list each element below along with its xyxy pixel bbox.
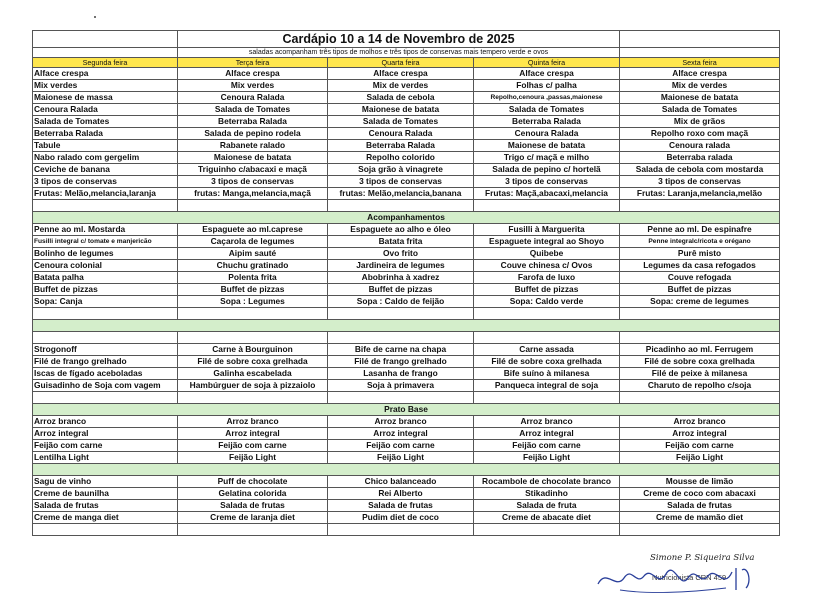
salad-item-cell: Maionese de massa: [33, 92, 178, 104]
menu-title: Cardápio 10 a 14 de Novembro de 2025: [178, 31, 620, 48]
base-dish-item-row: [33, 440, 780, 452]
salad-item-cell: frutas: Melão,melancia,banana: [328, 188, 474, 200]
base-dish-item-cell: Lentilha Light: [33, 452, 178, 464]
salad-item-cell: 3 tipos de conservas: [328, 176, 474, 188]
dessert-item-cell: Rei Alberto: [328, 488, 474, 500]
base-dish-item-cell: Arroz branco: [178, 416, 328, 428]
dessert-item-cell: Creme de manga diet: [33, 512, 178, 524]
blank-cell: [328, 392, 474, 404]
spacer-row: [33, 308, 780, 320]
base-dish-item-cell: Arroz branco: [474, 416, 620, 428]
blank-cell: [328, 308, 474, 320]
dessert-item-cell: Gelatina colorida: [178, 488, 328, 500]
main-dish-item-row: [33, 356, 780, 368]
side-dish-item-cell: Sopa: creme de legumes: [620, 296, 780, 308]
main-dish-item-cell: Carne assada: [474, 344, 620, 356]
main-dish-item-cell: Iscas de fígado aceboladas: [33, 368, 178, 380]
salad-item-cell: 3 tipos de conservas: [178, 176, 328, 188]
salad-item-cell: Salada de cebola com mostarda: [620, 164, 780, 176]
main-dish-item-cell: Galinha escabelada: [178, 368, 328, 380]
salad-item-cell: Repolho roxo com maçã: [620, 128, 780, 140]
salad-item-cell: Beterraba Ralada: [328, 140, 474, 152]
weekday-header: Terça feira: [178, 58, 328, 68]
side-dish-item-row: [33, 284, 780, 296]
spacer-row: [33, 524, 780, 536]
main-dish-item-cell: Soja à primavera: [328, 380, 474, 392]
side-dish-item-row: [33, 296, 780, 308]
base-dish-item-cell: Arroz branco: [328, 416, 474, 428]
main-dish-item-cell: Carne à Bourguinon: [178, 344, 328, 356]
section-band-row: [33, 320, 780, 332]
menu-table: [32, 30, 780, 536]
dessert-item-row: [33, 476, 780, 488]
spacer-row: [33, 392, 780, 404]
side-dish-item-cell: Abobrinha à xadrez: [328, 272, 474, 284]
side-dish-item-cell: Buffet de pizzas: [33, 284, 178, 296]
main-dish-item-cell: Hambúrguer de soja à pizzaiolo: [178, 380, 328, 392]
dessert-item-cell: Creme de baunilha: [33, 488, 178, 500]
salad-item-cell: Frutas: Melão,melancia,laranja: [33, 188, 178, 200]
side-dish-item-row: [33, 260, 780, 272]
blank-cell: [474, 200, 620, 212]
dessert-item-cell: Creme de laranja diet: [178, 512, 328, 524]
salad-item-row: [33, 140, 780, 152]
dessert-item-cell: Puff de chocolate: [178, 476, 328, 488]
blank-cell: [33, 31, 178, 48]
base-dish-item-cell: Feijão Light: [178, 452, 328, 464]
main-dish-item-cell: Filé de sobre coxa grelhada: [474, 356, 620, 368]
side-dish-item-cell: Penne ao ml. Mostarda: [33, 224, 178, 236]
main-dish-item-cell: Filé de frango grelhado: [33, 356, 178, 368]
weekday-header: Quinta feira: [474, 58, 620, 68]
salad-item-cell: Soja grão à vinagrete: [328, 164, 474, 176]
salad-item-row: [33, 164, 780, 176]
salad-item-cell: Frutas: Maçã,abacaxi,melancia: [474, 188, 620, 200]
salad-item-row: [33, 68, 780, 80]
side-dish-item-row: [33, 248, 780, 260]
blank-cell: [178, 200, 328, 212]
salad-item-cell: Frutas: Laranja,melancia,melão: [620, 188, 780, 200]
side-dish-item-cell: Farofa de luxo: [474, 272, 620, 284]
salad-item-cell: Mix de verdes: [620, 80, 780, 92]
base-dish-item-cell: Feijão com carne: [178, 440, 328, 452]
main-dish-item-row: [33, 368, 780, 380]
blank-cell: [33, 332, 178, 344]
salad-item-cell: Rabanete ralado: [178, 140, 328, 152]
blank-cell: [474, 308, 620, 320]
side-dish-item-cell: Espaguete ao alho e óleo: [328, 224, 474, 236]
side-dish-item-cell: Batata frita: [328, 236, 474, 248]
side-dish-item-cell: Bolinho de legumes: [33, 248, 178, 260]
side-dish-item-cell: Batata palha: [33, 272, 178, 284]
salad-item-cell: Maionese de batata: [620, 92, 780, 104]
salad-item-cell: Alface crespa: [178, 68, 328, 80]
blank-cell: [178, 392, 328, 404]
section-band: [33, 320, 780, 332]
salad-item-cell: Tabule: [33, 140, 178, 152]
salad-item-cell: Mix verdes: [33, 80, 178, 92]
blank-cell: [620, 392, 780, 404]
base-dish-item-cell: Arroz integral: [178, 428, 328, 440]
dessert-item-cell: Salada de fruta: [474, 500, 620, 512]
base-dish-item-cell: Feijão Light: [328, 452, 474, 464]
salad-item-cell: Alface crespa: [474, 68, 620, 80]
salad-item-row: [33, 188, 780, 200]
dessert-item-cell: Pudim diet de coco: [328, 512, 474, 524]
salad-item-cell: Maionese de batata: [178, 152, 328, 164]
weekday-header: Quarta feira: [328, 58, 474, 68]
section-title-prato-base: Prato Base: [33, 404, 780, 416]
dessert-item-cell: Salada de frutas: [328, 500, 474, 512]
main-dish-item-cell: Strogonoff: [33, 344, 178, 356]
side-dish-item-cell: Penne integralc/ricota e orégano: [620, 236, 780, 248]
side-dish-item-cell: Buffet de pizzas: [620, 284, 780, 296]
blank-cell: [620, 200, 780, 212]
base-dish-item-cell: Arroz integral: [620, 428, 780, 440]
side-dish-item-cell: Espaguete ao ml.caprese: [178, 224, 328, 236]
salad-item-cell: Maionese de batata: [328, 104, 474, 116]
side-dish-item-cell: Sopa: Caldo verde: [474, 296, 620, 308]
salad-item-row: [33, 116, 780, 128]
blank-cell: [178, 524, 328, 536]
dessert-item-cell: Chico balanceado: [328, 476, 474, 488]
nutritionist-role: Nutricionista CRN 459: [652, 573, 727, 582]
salad-item-cell: Repolho,cenoura ,passas,maionese: [474, 92, 620, 104]
salad-item-cell: Beterraba ralada: [620, 152, 780, 164]
salad-item-cell: Alface crespa: [328, 68, 474, 80]
base-dish-item-cell: Feijão com carne: [33, 440, 178, 452]
base-dish-item-row: [33, 428, 780, 440]
main-dish-item-cell: Filé de peixe à milanesa: [620, 368, 780, 380]
salad-item-cell: Cenoura Ralada: [328, 128, 474, 140]
section-title-acompanhamentos-row: [33, 212, 780, 224]
salad-item-cell: Trigo c/ maçã e milho: [474, 152, 620, 164]
section-title-acompanhamentos: Acompanhamentos: [33, 212, 780, 224]
blank-cell: [328, 332, 474, 344]
side-dish-item-cell: Fusilli à Marguerita: [474, 224, 620, 236]
nutritionist-name: Simone P. Siqueira Silva: [650, 553, 755, 563]
salad-item-cell: Mix de verdes: [328, 80, 474, 92]
side-dish-item-cell: Cenoura colonial: [33, 260, 178, 272]
salad-item-cell: Salada de Tomates: [620, 104, 780, 116]
dessert-item-cell: Mousse de limão: [620, 476, 780, 488]
side-dish-item-cell: Buffet de pizzas: [178, 284, 328, 296]
salad-item-cell: Salada de pepino c/ hortelã: [474, 164, 620, 176]
salad-item-cell: Alface crespa: [33, 68, 178, 80]
weekday-header: Sexta feira: [620, 58, 780, 68]
salad-item-cell: Cenoura Ralada: [33, 104, 178, 116]
side-dish-item-cell: Sopa : Legumes: [178, 296, 328, 308]
menu-subtitle-row: [33, 48, 780, 58]
base-dish-item-cell: Feijão com carne: [620, 440, 780, 452]
main-dish-item-cell: Filé de frango grelhado: [328, 356, 474, 368]
salad-item-cell: Nabo ralado com gergelim: [33, 152, 178, 164]
main-dish-item-cell: Bife de carne na chapa: [328, 344, 474, 356]
salad-item-row: [33, 152, 780, 164]
salad-item-cell: Mix de grãos: [620, 116, 780, 128]
salad-item-cell: frutas: Manga,melancia,maçã: [178, 188, 328, 200]
salad-item-row: [33, 92, 780, 104]
dessert-item-cell: Creme de mamão diet: [620, 512, 780, 524]
salad-item-cell: Folhas c/ palha: [474, 80, 620, 92]
side-dish-item-cell: Sopa: Canja: [33, 296, 178, 308]
handwritten-signature: [596, 560, 756, 596]
dessert-item-cell: Salada de frutas: [620, 500, 780, 512]
side-dish-item-cell: Caçarola de legumes: [178, 236, 328, 248]
side-dish-item-cell: Couve refogada: [620, 272, 780, 284]
base-dish-item-cell: Arroz integral: [474, 428, 620, 440]
base-dish-item-cell: Arroz integral: [328, 428, 474, 440]
main-dish-item-cell: Panqueca integral de soja: [474, 380, 620, 392]
menu-body: [33, 31, 780, 536]
spacer-row: [33, 200, 780, 212]
blank-cell: [620, 308, 780, 320]
side-dish-item-cell: Buffet de pizzas: [328, 284, 474, 296]
side-dish-item-cell: Couve chinesa c/ Ovos: [474, 260, 620, 272]
side-dish-item-cell: Penne ao ml. De espinafre: [620, 224, 780, 236]
side-dish-item-cell: Quibebe: [474, 248, 620, 260]
section-band-row: [33, 464, 780, 476]
salad-item-cell: Salada de cebola: [328, 92, 474, 104]
dessert-item-row: [33, 500, 780, 512]
menu-subtitle: saladas acompanham três tipos de molhos e três tipos de conservas mais tempero verde e ovos: [178, 48, 620, 58]
section-title-prato-base-row: [33, 404, 780, 416]
blank-cell: [328, 200, 474, 212]
main-dish-item-cell: Guisadinho de Soja com vagem: [33, 380, 178, 392]
blank-cell: [33, 524, 178, 536]
main-dish-item-cell: Bife suíno à milanesa: [474, 368, 620, 380]
weekday-header: Segunda feira: [33, 58, 178, 68]
salad-item-cell: 3 tipos de conservas: [620, 176, 780, 188]
base-dish-item-cell: Feijão Light: [620, 452, 780, 464]
blank-cell: [33, 308, 178, 320]
dessert-item-cell: Sagu de vinho: [33, 476, 178, 488]
blank-cell: [620, 332, 780, 344]
section-band: [33, 464, 780, 476]
spacer-row: [33, 332, 780, 344]
salad-item-row: [33, 176, 780, 188]
salad-item-cell: Triguinho c/abacaxi e maçã: [178, 164, 328, 176]
dessert-item-cell: Stikadinho: [474, 488, 620, 500]
side-dish-item-cell: Jardineira de legumes: [328, 260, 474, 272]
blank-cell: [33, 48, 178, 58]
main-dish-item-cell: Lasanha de frango: [328, 368, 474, 380]
menu-title-row: [33, 31, 780, 48]
base-dish-item-row: [33, 416, 780, 428]
salad-item-cell: Salada de Tomates: [328, 116, 474, 128]
side-dish-item-cell: Aipim sauté: [178, 248, 328, 260]
side-dish-item-cell: Fusilli integral c/ tomate e manjericão: [33, 236, 178, 248]
salad-item-cell: Repolho colorido: [328, 152, 474, 164]
dessert-item-cell: Rocambole de chocolate branco: [474, 476, 620, 488]
side-dish-item-cell: Buffet de pizzas: [474, 284, 620, 296]
base-dish-item-cell: Feijão com carne: [474, 440, 620, 452]
side-dish-item-cell: Chuchu gratinado: [178, 260, 328, 272]
blank-cell: [474, 332, 620, 344]
salad-item-row: [33, 80, 780, 92]
base-dish-item-cell: Arroz integral: [33, 428, 178, 440]
salad-item-cell: Beterraba Ralada: [474, 116, 620, 128]
salad-item-cell: Ceviche de banana: [33, 164, 178, 176]
side-dish-item-cell: Purê misto: [620, 248, 780, 260]
main-dish-item-row: [33, 380, 780, 392]
base-dish-item-cell: Feijão com carne: [328, 440, 474, 452]
dessert-item-cell: Creme de abacate diet: [474, 512, 620, 524]
salad-item-cell: Cenoura ralada: [620, 140, 780, 152]
side-dish-item-cell: Legumes da casa refogados: [620, 260, 780, 272]
salad-item-cell: Salada de Tomates: [178, 104, 328, 116]
side-dish-item-cell: Polenta frita: [178, 272, 328, 284]
dessert-item-cell: Salada de frutas: [178, 500, 328, 512]
main-dish-item-cell: Picadinho ao ml. Ferrugem: [620, 344, 780, 356]
base-dish-item-cell: Arroz branco: [33, 416, 178, 428]
blank-cell: [328, 524, 474, 536]
salad-item-cell: 3 tipos de conservas: [474, 176, 620, 188]
base-dish-item-cell: Arroz branco: [620, 416, 780, 428]
salad-item-cell: Alface crespa: [620, 68, 780, 80]
blank-cell: [33, 200, 178, 212]
weekday-header-row: [33, 58, 780, 68]
blank-cell: [620, 524, 780, 536]
scan-speck: [94, 16, 96, 18]
blank-cell: [474, 524, 620, 536]
salad-item-cell: Salada de pepino rodela: [178, 128, 328, 140]
side-dish-item-row: [33, 224, 780, 236]
salad-item-cell: 3 tipos de conservas: [33, 176, 178, 188]
dessert-item-cell: Salada de frutas: [33, 500, 178, 512]
blank-cell: [474, 392, 620, 404]
salad-item-row: [33, 128, 780, 140]
base-dish-item-cell: Feijão Light: [474, 452, 620, 464]
side-dish-item-row: [33, 236, 780, 248]
salad-item-cell: Cenoura Ralada: [178, 92, 328, 104]
salad-item-cell: Beterraba Ralada: [178, 116, 328, 128]
main-dish-item-cell: Filé de sobre coxa grelhada: [178, 356, 328, 368]
side-dish-item-row: [33, 272, 780, 284]
salad-item-cell: Mix verdes: [178, 80, 328, 92]
salad-item-row: [33, 104, 780, 116]
dessert-item-cell: Creme de coco com abacaxi: [620, 488, 780, 500]
blank-cell: [178, 332, 328, 344]
side-dish-item-cell: Sopa : Caldo de feijão: [328, 296, 474, 308]
main-dish-item-row: [33, 344, 780, 356]
salad-item-cell: Beterraba Ralada: [33, 128, 178, 140]
main-dish-item-cell: Charuto de repolho c/soja: [620, 380, 780, 392]
blank-cell: [620, 48, 780, 58]
base-dish-item-row: [33, 452, 780, 464]
dessert-item-row: [33, 512, 780, 524]
blank-cell: [620, 31, 780, 48]
salad-item-cell: Salada de Tomates: [474, 104, 620, 116]
salad-item-cell: Maionese de batata: [474, 140, 620, 152]
side-dish-item-cell: Ovo frito: [328, 248, 474, 260]
salad-item-cell: Salada de Tomates: [33, 116, 178, 128]
main-dish-item-cell: Filé de sobre coxa grelhada: [620, 356, 780, 368]
salad-item-cell: Cenoura Ralada: [474, 128, 620, 140]
dessert-item-row: [33, 488, 780, 500]
side-dish-item-cell: Espaguete integral ao Shoyo: [474, 236, 620, 248]
blank-cell: [33, 392, 178, 404]
blank-cell: [178, 308, 328, 320]
